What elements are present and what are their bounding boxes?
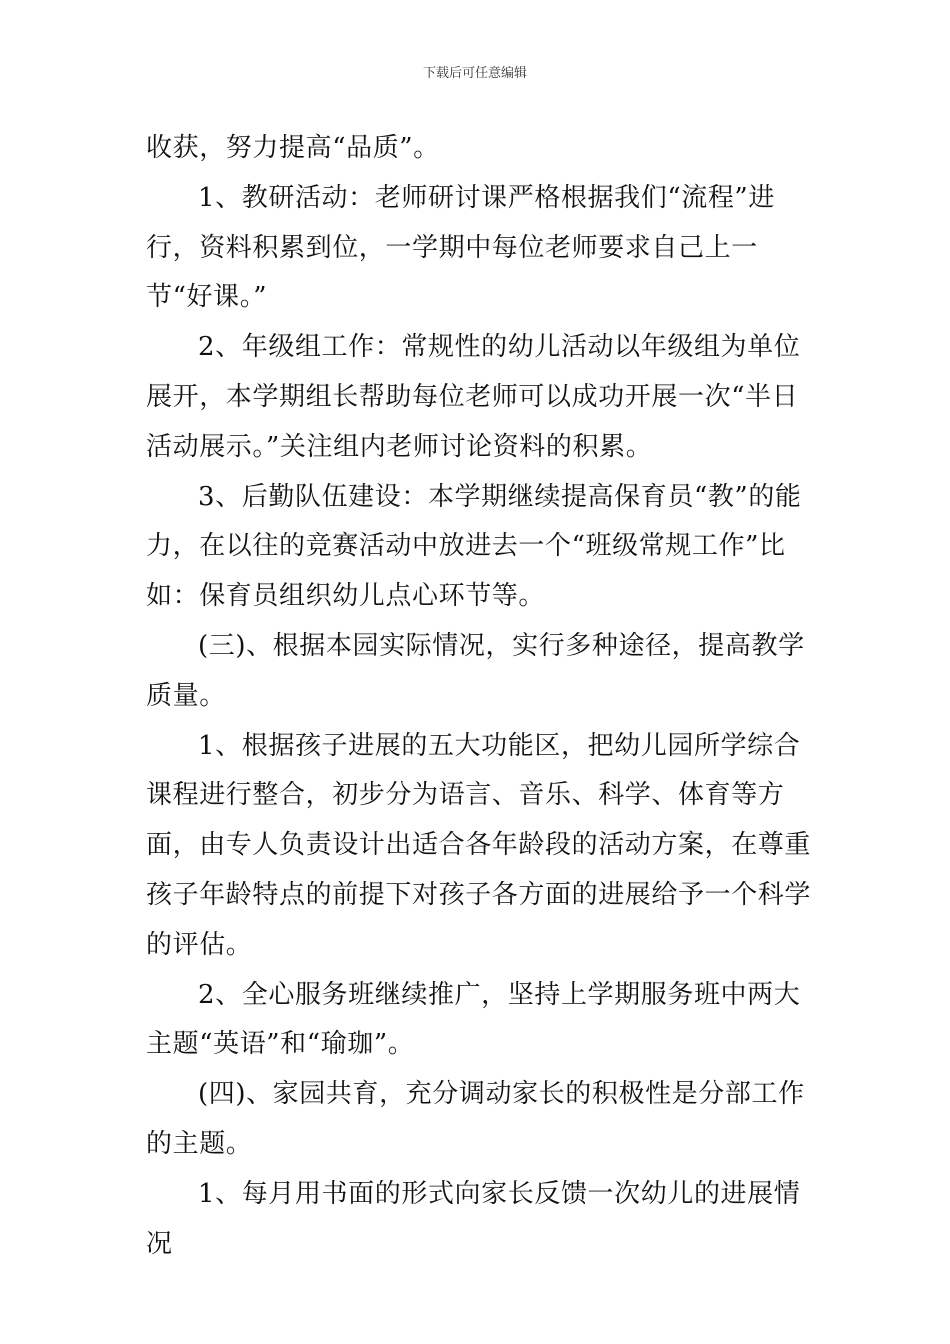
paragraph-8: (四)、家园共育，充分调动家长的积极性是分部工作的主题。 [146,1079,805,1159]
page-header: 下载后可任意编辑 [422,66,527,81]
paragraph-1: 收获，努力提高“品质”。 [146,133,440,163]
paragraph-9: 1、每月用书面的形式向家长反馈一次幼儿的进展情况 [146,1178,801,1259]
paragraph-3: 2、年级组工作：常规性的幼儿活动以年级组为单位展开，本学期组长帮助每位老师可以成功开展一次“半日活动展示。”关注组内老师讨论资料的积累。 [146,332,801,462]
paragraph-2: 1、教研活动：老师研讨课严格根据我们“流程”进行，资料积累到位，一学期中每位老师要求自己上一节“好课。” [146,182,775,313]
paragraph-7: 2、全心服务班继续推广，坚持上学期服务班中两大主题“英语”和“瑜珈”。 [146,979,801,1060]
paragraph-4: 3、后勤队伍建设：本学期继续提高保育员“教”的能力，在以往的竞赛活动中放进去一个“班级常规工作”比如：保育员组织幼儿点心环节等。 [146,481,802,612]
paragraph-5: (三)、根据本园实际情况，实行多种途径，提高教学质量。 [146,630,805,711]
document-body [146,124,816,1269]
paragraph-6: 1、根据孩子进展的五大功能区，把幼儿园所学综合课程进行整合，初步分为语言、音乐、科学、体育等方面，由专人负责设计出适合各年龄段的活动方案，在尊重孩子年龄特点的前提下对孩子各方面的进展给予一个科学的评估。 [146,730,812,960]
